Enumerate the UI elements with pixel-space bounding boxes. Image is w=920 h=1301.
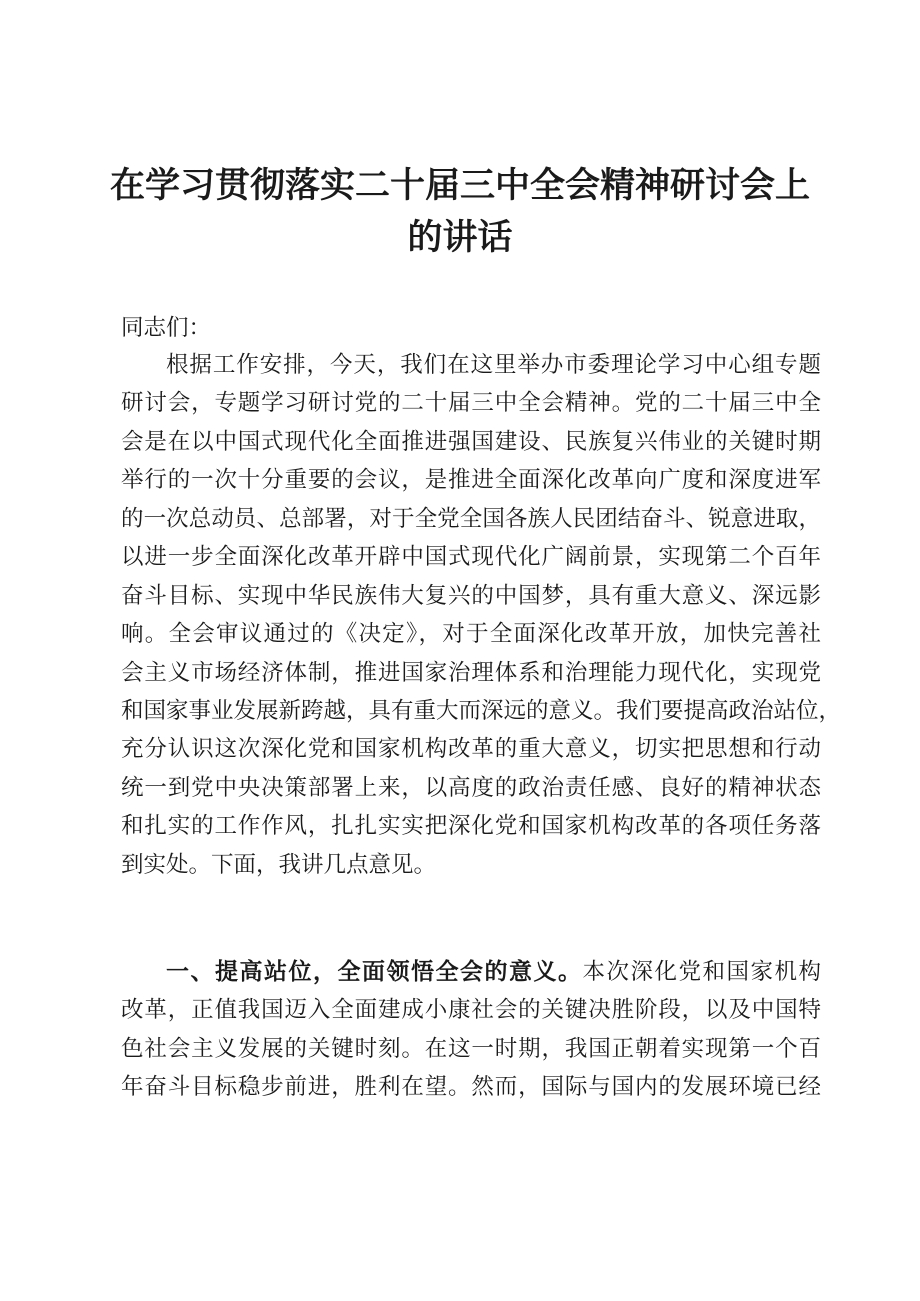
section-1-first-line	[121, 953, 821, 991]
paragraph-line: 举行的一次十分重要的会议，是推进全面深化改革向广度和深度进军	[121, 467, 821, 494]
paragraph-line: 会主义市场经济体制，推进国家治理体系和治理能力现代化，实现党	[121, 659, 821, 686]
paragraph-line: 年奋斗目标稳步前进，胜利在望。然而，国际与国内的发展环境已经	[121, 1074, 821, 1101]
paragraph-line: 的一次总动员、总部署，对于全党全国各族人民团结奋斗、锐意进取，	[121, 505, 821, 532]
section-1-first-line-text: 本次深化党和国家机构	[582, 959, 821, 985]
title-line-1: 在学习贯彻落实二十届三中全会精神研讨会上	[110, 166, 811, 206]
paragraph-line: 研讨会，专题学习研讨党的二十届三中全会精神。党的二十届三中全	[121, 390, 821, 417]
paragraph-line: 以进一步全面深化改革开辟中国式现代化广阔前景，实现第二个百年	[121, 544, 821, 571]
paragraph-line: 响。全会审议通过的《决定》，对于全面深化改革开放，加快完善社	[121, 621, 821, 648]
paragraph-line: 会是在以中国式现代化全面推进强国建设、民族复兴伟业的关键时期	[121, 428, 821, 455]
paragraph-line: 根据工作安排，今天，我们在这里举办市委理论学习中心组专题	[166, 352, 821, 378]
paragraph-line: 和扎实的工作作风，扎扎实实把深化党和国家机构改革的各项任务落	[121, 813, 821, 840]
paragraph-line: 色社会主义发展的关键时刻。在这一时期，我国正朝着实现第一个百	[121, 1035, 821, 1062]
section-1	[121, 953, 821, 1107]
paragraph-line: 和国家事业发展新跨越，具有重大而深远的意义。我们要提高政治站位，	[121, 697, 842, 724]
paragraph-line: 改革，正值我国迈入全面建成小康社会的关键决胜阶段，以及中国特	[121, 997, 821, 1024]
paragraph-line: 到实处。下面，我讲几点意见。	[121, 851, 437, 878]
document-title	[110, 160, 810, 264]
paragraph-line: 充分认识这次深化党和国家机构改革的重大意义，切实把思想和行动	[121, 736, 821, 763]
paragraph-line: 统一到党中央决策部署上来，以高度的政治责任感、良好的精神状态	[121, 774, 821, 801]
section-1-heading: 一、提高站位，全面领悟全会的意义。	[166, 959, 583, 985]
salutation: 同志们：	[121, 315, 212, 341]
paragraph-intro	[121, 346, 842, 884]
title-line-2: 的讲话	[407, 218, 513, 258]
paragraph-line: 奋斗目标、实现中华民族伟大复兴的中国梦，具有重大意义、深远影	[121, 582, 821, 609]
